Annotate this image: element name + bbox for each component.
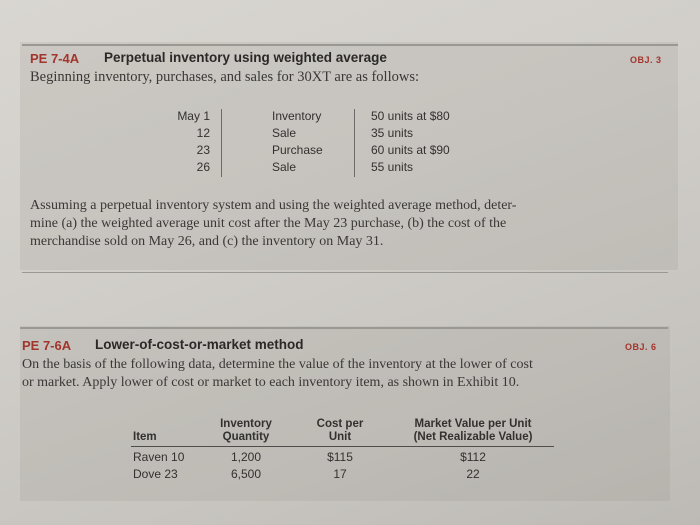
exercise-a-bottom-rule xyxy=(22,272,668,273)
row-4-detail: 55 units xyxy=(371,160,414,174)
row-1-type: Inventory xyxy=(272,109,322,123)
row-3-date: 23 xyxy=(196,143,210,157)
question-line-2: mine (a) the weighted average unit cost after the May 23 purchase, (b) the cost of the xyxy=(30,216,507,231)
header-quantity-line-2: Quantity xyxy=(222,431,270,443)
top-rule xyxy=(22,44,678,46)
header-market-line-1: Market Value per Unit xyxy=(414,418,532,430)
exercise-b-intro-line-1: On the basis of the following data, determine the value of the inventory at the lower of cost xyxy=(22,357,533,372)
exercise-b-intro-line-2: or market. Apply lower of cost or market to each inventory item, as shown in Exhibit 10. xyxy=(22,375,520,390)
row-1-qty: 1,200 xyxy=(230,450,262,464)
question-line-3: merchandise sold on May 26, and (c) the inventory on May 31. xyxy=(30,234,384,249)
header-cost-line-2: Unit xyxy=(328,431,352,443)
row-2-qty: 6,500 xyxy=(230,467,262,481)
exercise-a-title: Perpetual inventory using weighted average xyxy=(104,50,387,65)
row-2-type: Sale xyxy=(272,126,297,140)
header-quantity xyxy=(205,418,287,444)
header-market xyxy=(398,418,548,444)
exercise-b-objective: OBJ. 6 xyxy=(625,342,657,352)
question-line-1: Assuming a perpetual inventory system and using the weighted average method, deter- xyxy=(30,198,517,213)
header-cost xyxy=(303,418,377,444)
type-column-divider xyxy=(354,109,355,177)
row-1-item: Raven 10 xyxy=(133,450,185,464)
exercise-b-code: PE 7-6A xyxy=(22,338,72,353)
row-2-date: 12 xyxy=(196,126,210,140)
row-2-cost: 17 xyxy=(333,467,347,481)
row-4-date: 26 xyxy=(196,160,210,174)
date-column-divider xyxy=(221,109,222,177)
exercise-a-objective: OBJ. 3 xyxy=(630,55,662,65)
exercise-a-intro: Beginning inventory, purchases, and sales for 30XT are as follows: xyxy=(30,69,419,85)
row-1-detail: 50 units at $80 xyxy=(371,109,450,123)
row-3-detail: 60 units at $90 xyxy=(371,143,450,157)
row-1-date: May 1 xyxy=(177,109,210,123)
row-1-market: $112 xyxy=(460,450,486,464)
row-2-item: Dove 23 xyxy=(133,467,178,481)
header-item: Item xyxy=(133,431,157,443)
row-3-type: Purchase xyxy=(272,143,323,157)
row-2-market: 22 xyxy=(466,467,480,481)
row-2-detail: 35 units xyxy=(371,126,414,140)
header-cost-line-1: Cost per xyxy=(316,418,364,430)
exercise-b-top-rule xyxy=(20,327,668,329)
header-quantity-line-1: Inventory xyxy=(220,418,272,430)
row-4-type: Sale xyxy=(272,160,297,174)
row-1-cost: $115 xyxy=(327,450,353,464)
exercise-a-code: PE 7-4A xyxy=(30,51,80,66)
exercise-b-title: Lower-of-cost-or-market method xyxy=(95,337,304,352)
header-market-line-2: (Net Realizable Value) xyxy=(413,431,533,443)
table-header-rule xyxy=(131,446,554,447)
